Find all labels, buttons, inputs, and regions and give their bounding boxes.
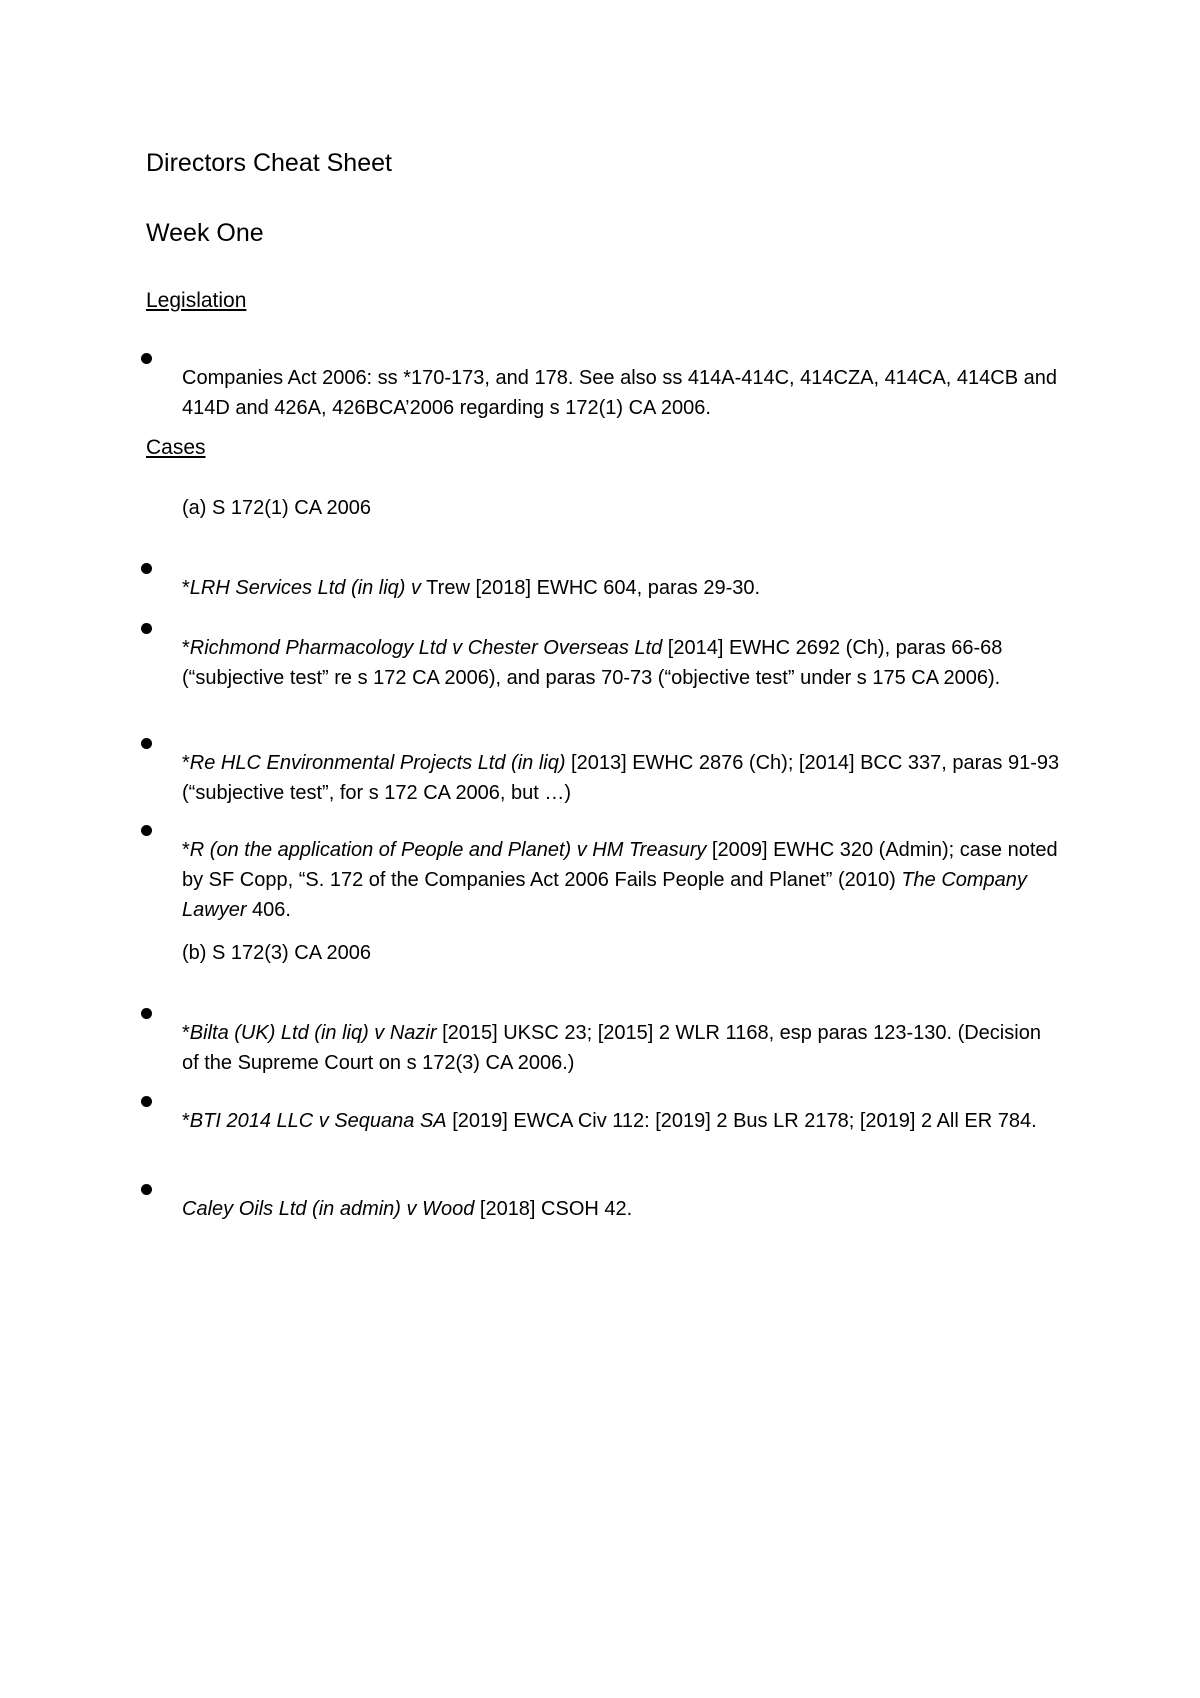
case-name: Richmond Pharmacology Ltd v Chester Overseas Ltd — [189, 637, 663, 659]
document-subtitle: Week One — [146, 219, 264, 247]
legislation-item: Companies Act 2006: ss *170-173, and 178. See also ss 414A-414C, 414CZA, 414CA, 414CB and 414D and 426A, 426BCA’2006 regarding s 172(1) CA 2006. — [182, 367, 1057, 419]
case-name: BTI 2014 LLC v Sequana SA — [189, 1110, 447, 1132]
case-entry: *Richmond Pharmacology Ltd v Chester Overseas Ltd [2014] EWHC 2692 (Ch), paras 66-68 (“subjective test” re s 172 CA 2006), and paras 70-73 (“objective test” under s 175 CA 2006). — [182, 637, 1003, 689]
section-a-label: (a) S 172(1) CA 2006 — [182, 497, 371, 519]
case-name: LRH Services Ltd (in liq) v — [189, 577, 421, 599]
bullet-icon — [141, 563, 152, 574]
case-name: R (on the application of People and Planet) v HM Treasury — [189, 839, 707, 861]
document-title: Directors Cheat Sheet — [146, 149, 392, 177]
bullet-icon — [141, 1184, 152, 1195]
bullet-icon — [141, 623, 152, 634]
case-entry: *Re HLC Environmental Projects Ltd (in liq) [2013] EWHC 2876 (Ch); [2014] BCC 337, paras 91-93 (“subjective test”, for s 172 CA 2006, but …) — [182, 752, 1060, 804]
journal-name: The Company Lawyer — [182, 869, 1027, 921]
case-name: Bilta (UK) Ltd (in liq) v Nazir — [189, 1022, 437, 1044]
bullet-icon — [141, 825, 152, 836]
case-entry: *LRH Services Ltd (in liq) v Trew [2018] EWHC 604, paras 29-30. — [182, 577, 761, 599]
case-entry: *Bilta (UK) Ltd (in liq) v Nazir [2015] UKSC 23; [2015] 2 WLR 1168, esp paras 123-130. (Decision of the Supreme Court on s 172(3) CA 2006.) — [182, 1022, 1041, 1074]
section-b-label: (b) S 172(3) CA 2006 — [182, 942, 371, 964]
legislation-heading: Legislation — [146, 289, 247, 312]
bullet-icon — [141, 1096, 152, 1107]
bullet-icon — [141, 1008, 152, 1019]
case-entry: Caley Oils Ltd (in admin) v Wood [2018] CSOH 42. — [182, 1198, 633, 1220]
case-name: Caley Oils Ltd (in admin) v Wood — [182, 1198, 475, 1220]
bullet-icon — [141, 738, 152, 749]
bullet-icon — [141, 353, 152, 364]
case-entry: *R (on the application of People and Planet) v HM Treasury [2009] EWHC 320 (Admin); case noted by SF Copp, “S. 172 of the Companies Act 2006 Fails People and Planet” (2010) The Company Lawyer 406. — [182, 839, 1058, 921]
case-entry: *BTI 2014 LLC v Sequana SA [2019] EWCA Civ 112: [2019] 2 Bus LR 2178; [2019] 2 All ER 784. — [182, 1110, 1037, 1132]
cases-heading: Cases — [146, 436, 206, 459]
case-name: Re HLC Environmental Projects Ltd (in liq) — [189, 752, 566, 774]
